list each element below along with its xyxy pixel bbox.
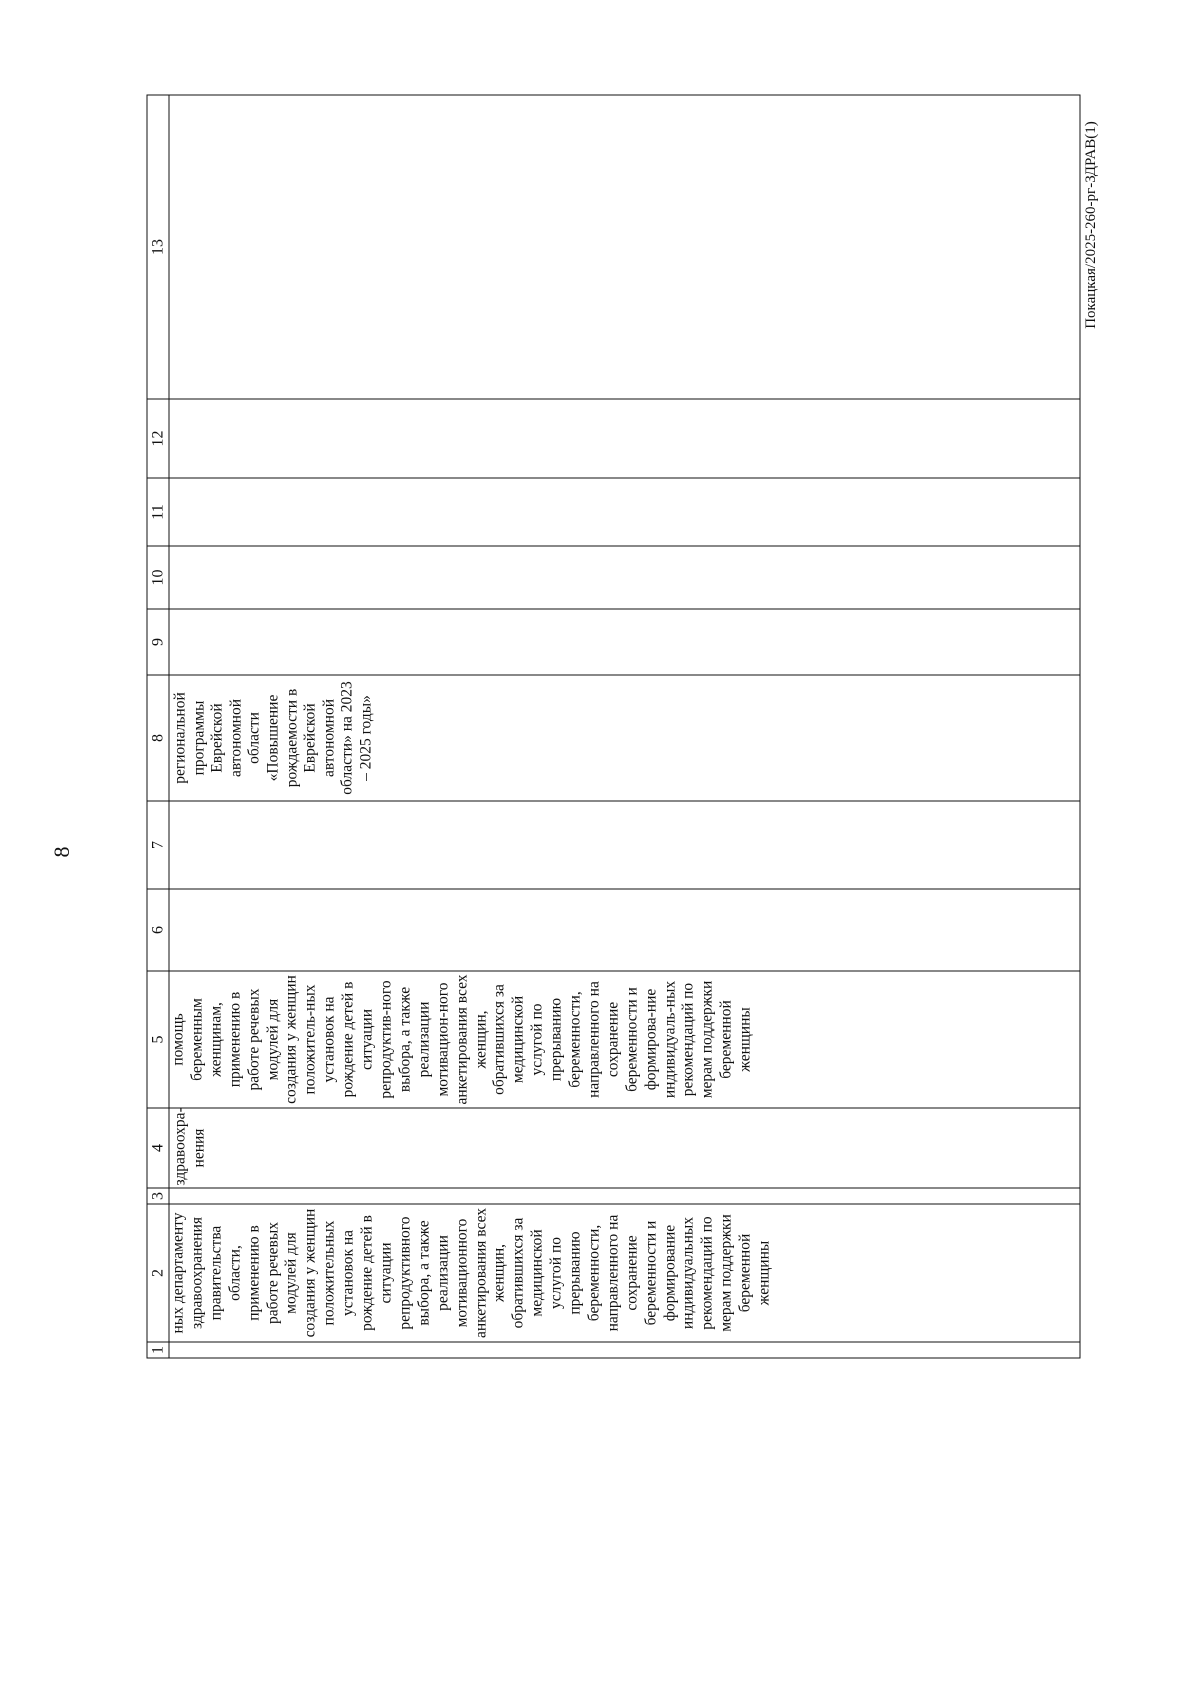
cell-col-6 [169, 889, 1080, 971]
cell-col-8: региональной программы Еврейской автономной области «Повышение рождаемости в Еврейской автономной области» на 2023 – 2025 годы» [169, 675, 1080, 801]
column-header-4: 4 [147, 1108, 169, 1188]
column-header-5: 5 [147, 971, 169, 1108]
cell-col-1 [169, 1342, 1080, 1358]
column-header-9: 9 [147, 609, 169, 675]
cell-col-3 [169, 1188, 1080, 1204]
cell-col-12 [169, 399, 1080, 478]
rotated-table-container [146, 95, 1080, 1358]
cell-col-5: помощь беременным женщинам, применению в работе речевых модулей для создания у женщин положитель-ных установок на рождение детей в ситуации репродуктив-ного выбора, а также реализации мотивацион-ного анкетирования всех женщин, обратившихся за медицинской услугой по прерыванию беременности, направленного на сохранение беременности и формирова-ние индивидуаль-ных рекомендаций по мерам поддержки беременной женщины [169, 971, 1080, 1108]
cell-col-13 [169, 95, 1080, 399]
column-header-8: 8 [147, 675, 169, 801]
column-header-7: 7 [147, 801, 169, 889]
cell-col-9 [169, 609, 1080, 675]
table-row [169, 95, 1080, 1358]
column-header-12: 12 [147, 399, 169, 478]
cell-col-4: здравоохра-нения [169, 1108, 1080, 1188]
cell-col-2: ных департаменту здравоохранения правительства области, применению в работе речевых модулей для создания у женщин положительных установок на рождение детей в ситуации репродуктивного выбора, а также реализации мотивационного анкетирования всех женщин, обратившихся за медицинской услугой по прерыванию беременности, направленного на сохранение беременности и формирование индивидуальных рекомендаций по мерам поддержки беременной женщины [169, 1204, 1080, 1342]
column-header-3: 3 [147, 1188, 169, 1204]
cell-col-10 [169, 546, 1080, 609]
plan-table [146, 94, 1080, 1358]
page-number: 8 [49, 846, 74, 858]
column-header-2: 2 [147, 1204, 169, 1342]
document-footer-code: Покацкая/2025-260-рг-ЗДРАВ(1) [1083, 121, 1099, 329]
column-header-13: 13 [147, 95, 169, 399]
column-header-6: 6 [147, 889, 169, 971]
column-header-11: 11 [147, 478, 169, 546]
cell-col-11 [169, 478, 1080, 546]
column-number-row [147, 95, 169, 1358]
column-header-1: 1 [147, 1342, 169, 1358]
column-header-10: 10 [147, 546, 169, 609]
cell-col-7 [169, 801, 1080, 889]
